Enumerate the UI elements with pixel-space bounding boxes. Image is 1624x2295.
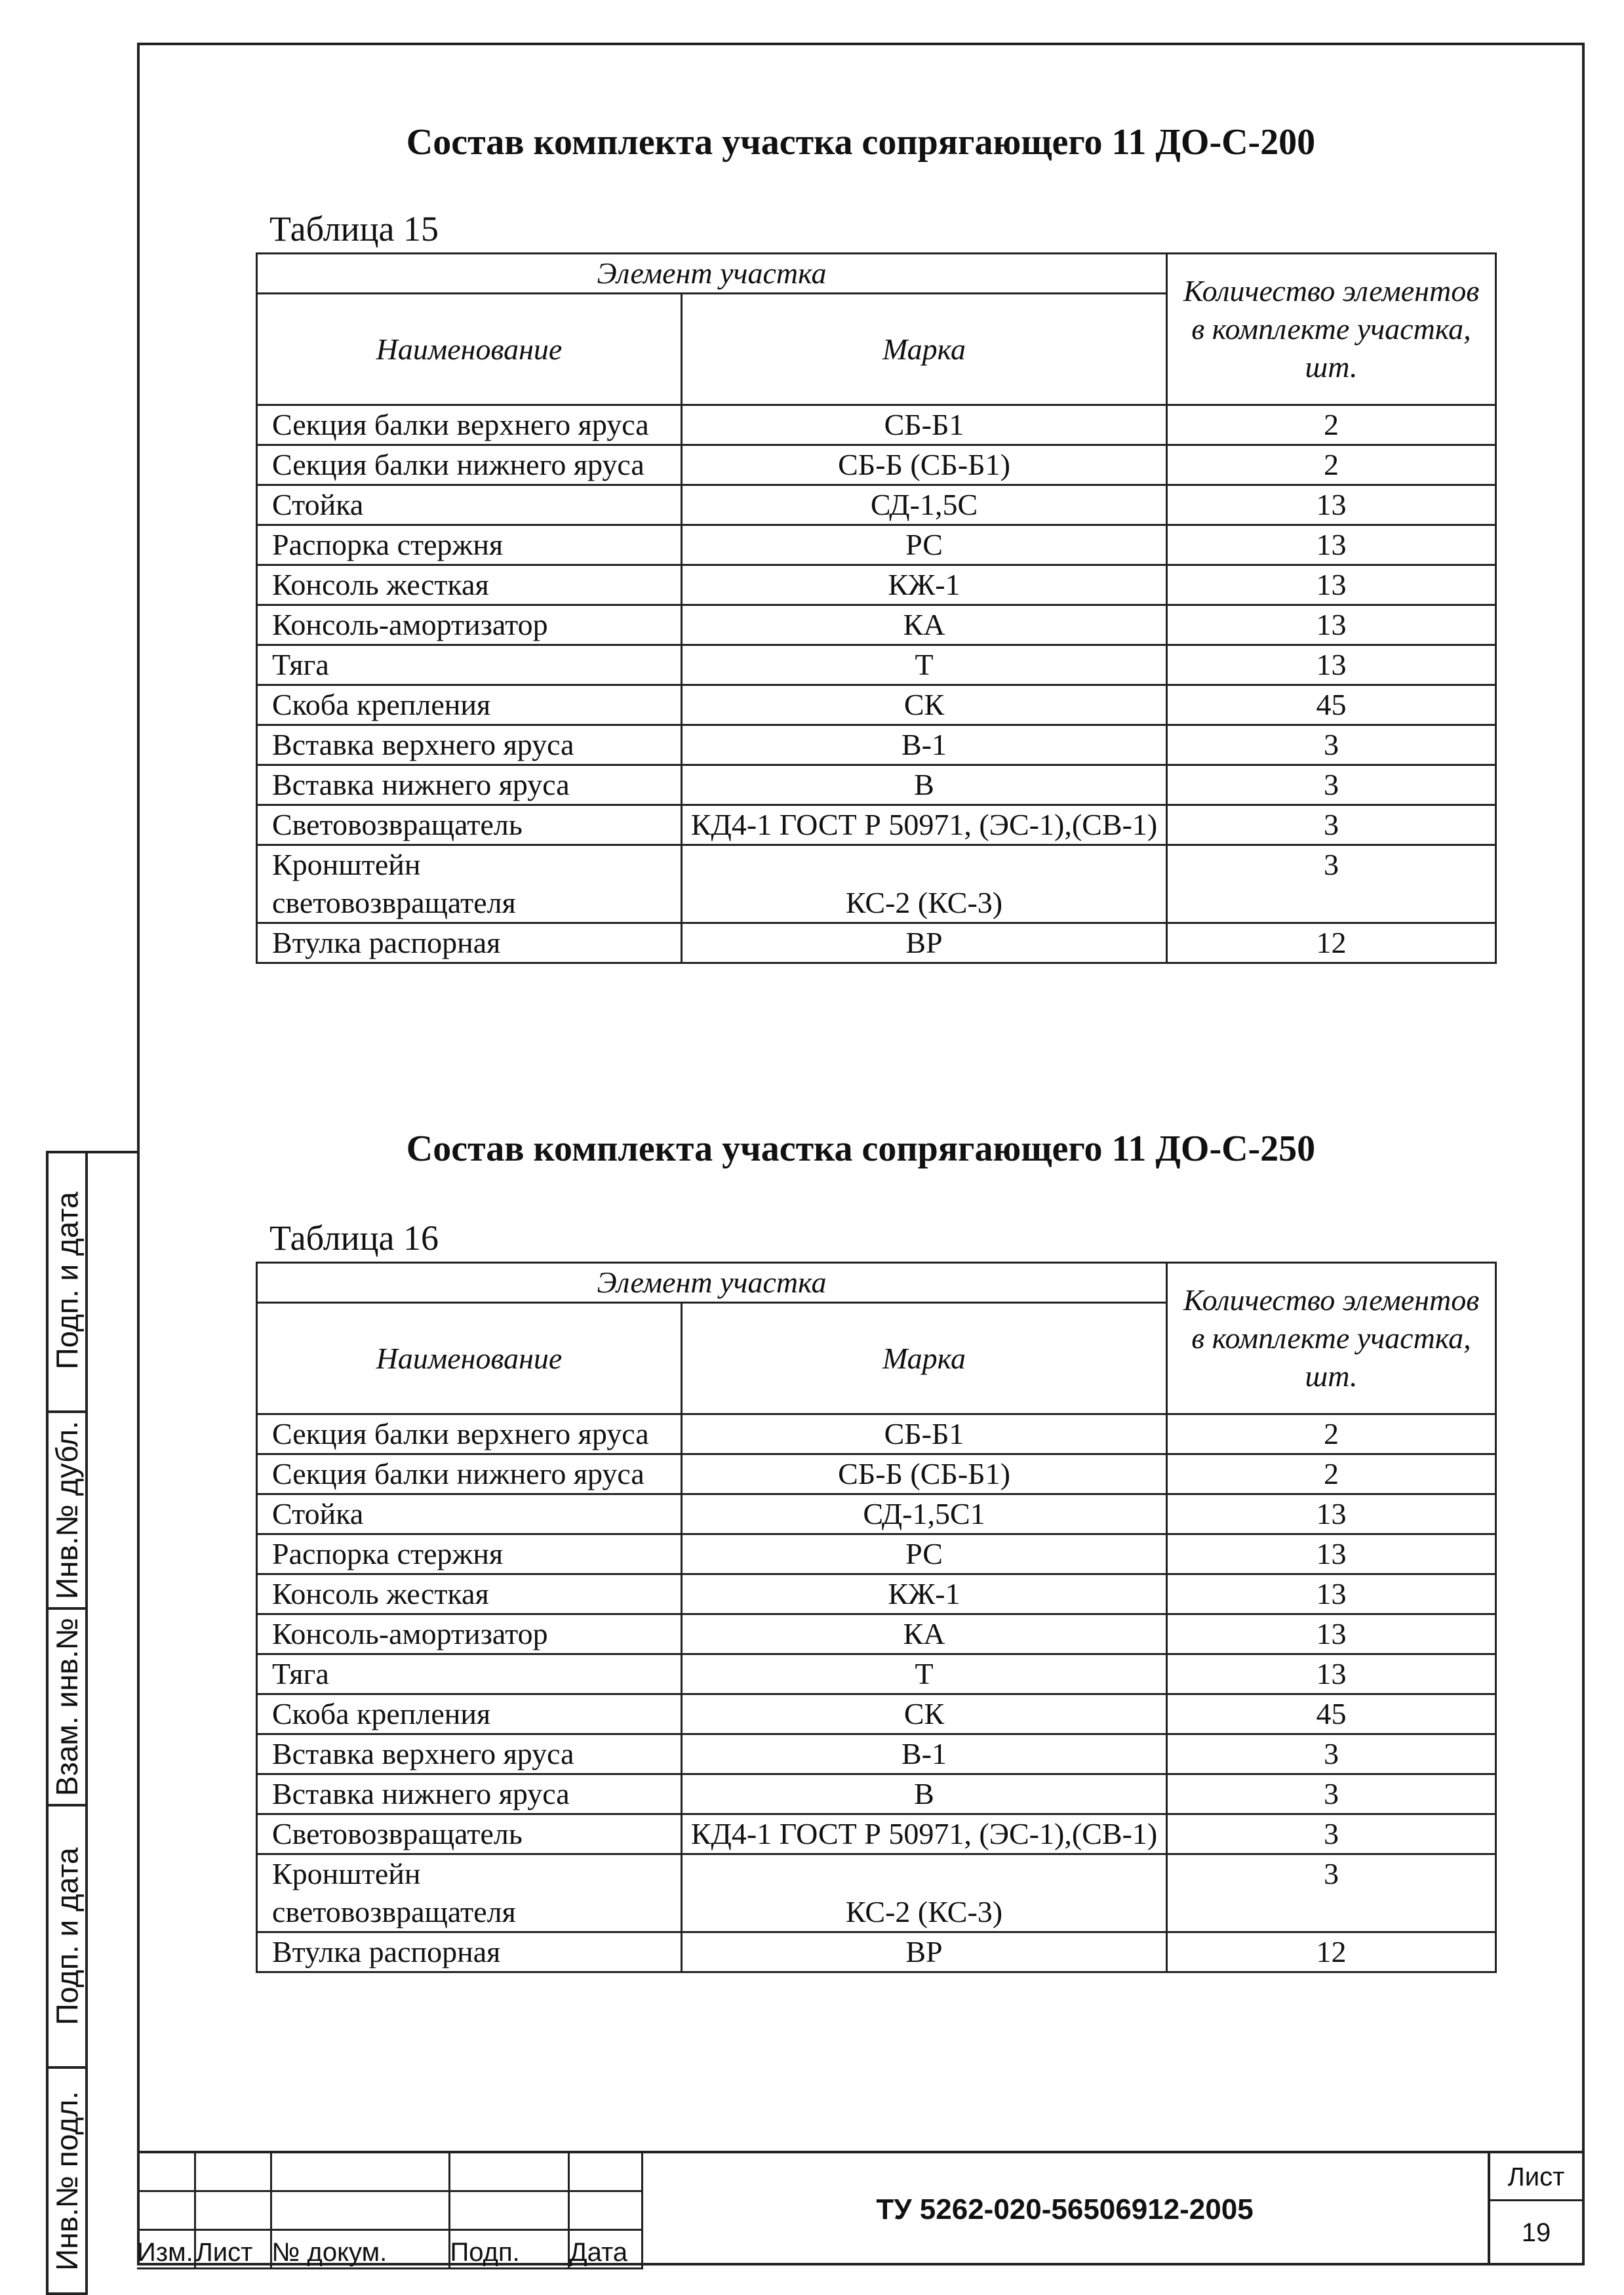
- cell-name: Световозвращатель: [257, 805, 682, 845]
- cell-mark: РС: [682, 1534, 1167, 1574]
- cell-qty: 2: [1167, 1414, 1496, 1454]
- table-row: [257, 1814, 1496, 1854]
- cell-mark: В: [682, 1774, 1167, 1814]
- table-row: [257, 405, 1496, 445]
- cell-mark: СБ-Б (СБ-Б1): [682, 1454, 1167, 1494]
- side-label-replace-inv: Взам. инв.№: [46, 1610, 88, 1806]
- cell-qty: 3: [1167, 1734, 1496, 1774]
- table-row: [257, 1932, 1496, 1972]
- cell-mark: СК: [682, 1694, 1167, 1734]
- table-row: [257, 1454, 1496, 1494]
- cell-name: Втулка распорная: [257, 1932, 682, 1972]
- cell-mark: ВР: [682, 923, 1167, 963]
- cell-name: Тяга: [257, 645, 682, 685]
- cell-name: Консоль жесткая: [257, 1574, 682, 1614]
- cell-mark: Т: [682, 1654, 1167, 1694]
- table-row: [257, 845, 1496, 923]
- cell-mark: СК: [682, 685, 1167, 725]
- cell-qty: 12: [1167, 923, 1496, 963]
- cell-mark: В-1: [682, 725, 1167, 765]
- cell-mark: СД-1,5С: [682, 485, 1167, 525]
- cell-qty: 3: [1167, 1814, 1496, 1854]
- table-row: [257, 685, 1496, 725]
- cell-qty: 13: [1167, 525, 1496, 565]
- cell-qty: 12: [1167, 1932, 1496, 1972]
- section-title-2: Состав комплекта участка сопрягающего 11 ДО-С-250: [406, 1128, 1316, 1169]
- cell-name: Кронштейн световозвращателя: [257, 1854, 682, 1932]
- document-code: ТУ 5262-020-56506912-2005: [876, 2193, 1254, 2225]
- cell-qty: 13: [1167, 645, 1496, 685]
- table-row: [257, 525, 1496, 565]
- cell-qty: 13: [1167, 1614, 1496, 1654]
- cell-mark: СБ-Б1: [682, 405, 1167, 445]
- cell-name: Световозвращатель: [257, 1814, 682, 1854]
- composition-table-1: [256, 252, 1497, 964]
- table-row: [257, 725, 1496, 765]
- cell-qty: 13: [1167, 1574, 1496, 1614]
- cell-name: Распорка стержня: [257, 1534, 682, 1574]
- side-label-sign-date-2: Подп. и дата: [46, 1806, 88, 2069]
- cell-mark: В-1: [682, 1734, 1167, 1774]
- table-row: [257, 1574, 1496, 1614]
- cell-name: Втулка распорная: [257, 923, 682, 963]
- cell-name: Вставка верхнего яруса: [257, 1734, 682, 1774]
- cell-qty: 3: [1167, 765, 1496, 805]
- cell-qty: 2: [1167, 405, 1496, 445]
- header-element-group: Элемент участка: [257, 254, 1167, 294]
- cell-qty: 13: [1167, 485, 1496, 525]
- table-row: [257, 765, 1496, 805]
- cell-qty: 2: [1167, 1454, 1496, 1494]
- cell-mark: КЖ-1: [682, 565, 1167, 605]
- col-change: Изм.: [137, 2230, 195, 2269]
- sheet-label: Лист: [1490, 2153, 1582, 2201]
- cell-qty: 13: [1167, 565, 1496, 605]
- table-row: [257, 1654, 1496, 1694]
- section-title-1: Состав комплекта участка сопрягающего 11 ДО-С-200: [406, 122, 1316, 163]
- table-row: [257, 1734, 1496, 1774]
- side-label-sign-date-1: Подп. и дата: [46, 1151, 88, 1413]
- table-row: [257, 605, 1496, 645]
- cell-name: Секция балки нижнего яруса: [257, 1454, 682, 1494]
- cell-name: Консоль жесткая: [257, 565, 682, 605]
- cell-mark: КЖ-1: [682, 1574, 1167, 1614]
- table-row: [257, 1694, 1496, 1734]
- header-name: Наименование: [257, 1303, 682, 1414]
- header-mark: Марка: [682, 294, 1167, 405]
- table-row: [257, 565, 1496, 605]
- cell-qty: 3: [1167, 845, 1496, 923]
- cell-qty: 45: [1167, 1694, 1496, 1734]
- cell-qty: 3: [1167, 805, 1496, 845]
- table-row: [257, 1614, 1496, 1654]
- cell-mark: КД4-1 ГОСТ Р 50971, (ЭС-1),(СВ-1): [682, 805, 1167, 845]
- cell-mark: В: [682, 765, 1167, 805]
- cell-name: Стойка: [257, 485, 682, 525]
- cell-name: Вставка верхнего яруса: [257, 725, 682, 765]
- cell-qty: 13: [1167, 605, 1496, 645]
- sheet-number: 19: [1521, 2218, 1551, 2247]
- cell-name: Тяга: [257, 1654, 682, 1694]
- col-signature: Подп.: [449, 2230, 568, 2269]
- cell-name: Вставка нижнего яруса: [257, 765, 682, 805]
- table-row: [257, 1534, 1496, 1574]
- cell-name: Скоба крепления: [257, 1694, 682, 1734]
- cell-qty: 3: [1167, 725, 1496, 765]
- cell-name: Распорка стержня: [257, 525, 682, 565]
- cell-mark: СД-1,5С1: [682, 1494, 1167, 1534]
- table-row: [257, 445, 1496, 485]
- cell-name: Секция балки нижнего яруса: [257, 445, 682, 485]
- revision-grid: [137, 2153, 643, 2269]
- title-block: [137, 2151, 1585, 2265]
- cell-name: Кронштейн световозвращателя: [257, 845, 682, 923]
- cell-mark: РС: [682, 525, 1167, 565]
- header-mark: Марка: [682, 1303, 1167, 1414]
- side-label-dup-inv: Инв.№ дубл.: [46, 1413, 88, 1610]
- cell-mark: ВР: [682, 1932, 1167, 1972]
- side-label-orig-inv: Инв.№ подл.: [46, 2069, 88, 2295]
- header-name: Наименование: [257, 294, 682, 405]
- col-date: Дата: [568, 2230, 642, 2269]
- header-quantity: Количество элементов в комплекте участка, шт.: [1167, 1263, 1496, 1414]
- cell-mark: СБ-Б1: [682, 1414, 1167, 1454]
- cell-qty: 13: [1167, 1534, 1496, 1574]
- table-row: [257, 1414, 1496, 1454]
- cell-name: Консоль-амортизатор: [257, 1614, 682, 1654]
- header-element-group: Элемент участка: [257, 1263, 1167, 1303]
- table-caption-1: Таблица 15: [269, 209, 439, 249]
- cell-qty: 3: [1167, 1774, 1496, 1814]
- cell-mark: КС-2 (КС-3): [682, 845, 1167, 923]
- cell-qty: 3: [1167, 1854, 1496, 1932]
- cell-qty: 13: [1167, 1654, 1496, 1694]
- cell-mark: КД4-1 ГОСТ Р 50971, (ЭС-1),(СВ-1): [682, 1814, 1167, 1854]
- cell-name: Стойка: [257, 1494, 682, 1534]
- table-row: [257, 805, 1496, 845]
- cell-mark: КА: [682, 1614, 1167, 1654]
- cell-name: Секция балки верхнего яруса: [257, 405, 682, 445]
- cell-mark: КА: [682, 605, 1167, 645]
- table-row: [257, 645, 1496, 685]
- cell-qty: 45: [1167, 685, 1496, 725]
- sheet-box: [1488, 2153, 1582, 2265]
- cell-name: Консоль-амортизатор: [257, 605, 682, 645]
- cell-mark: КС-2 (КС-3): [682, 1854, 1167, 1932]
- table-row: [257, 485, 1496, 525]
- table-row: [257, 1774, 1496, 1814]
- cell-name: Скоба крепления: [257, 685, 682, 725]
- table-caption-2: Таблица 16: [269, 1218, 439, 1258]
- table-row: [257, 1854, 1496, 1932]
- header-quantity: Количество элементов в комплекте участка, шт.: [1167, 254, 1496, 405]
- cell-mark: СБ-Б (СБ-Б1): [682, 445, 1167, 485]
- cell-qty: 2: [1167, 445, 1496, 485]
- composition-table-2: [256, 1262, 1497, 1973]
- cell-name: Вставка нижнего яруса: [257, 1774, 682, 1814]
- col-sheet: Лист: [195, 2230, 271, 2269]
- cell-name: Секция балки верхнего яруса: [257, 1414, 682, 1454]
- table-row: [257, 923, 1496, 963]
- col-doc-number: № докум.: [271, 2230, 449, 2269]
- cell-qty: 13: [1167, 1494, 1496, 1534]
- table-row: [257, 1494, 1496, 1534]
- cell-mark: Т: [682, 645, 1167, 685]
